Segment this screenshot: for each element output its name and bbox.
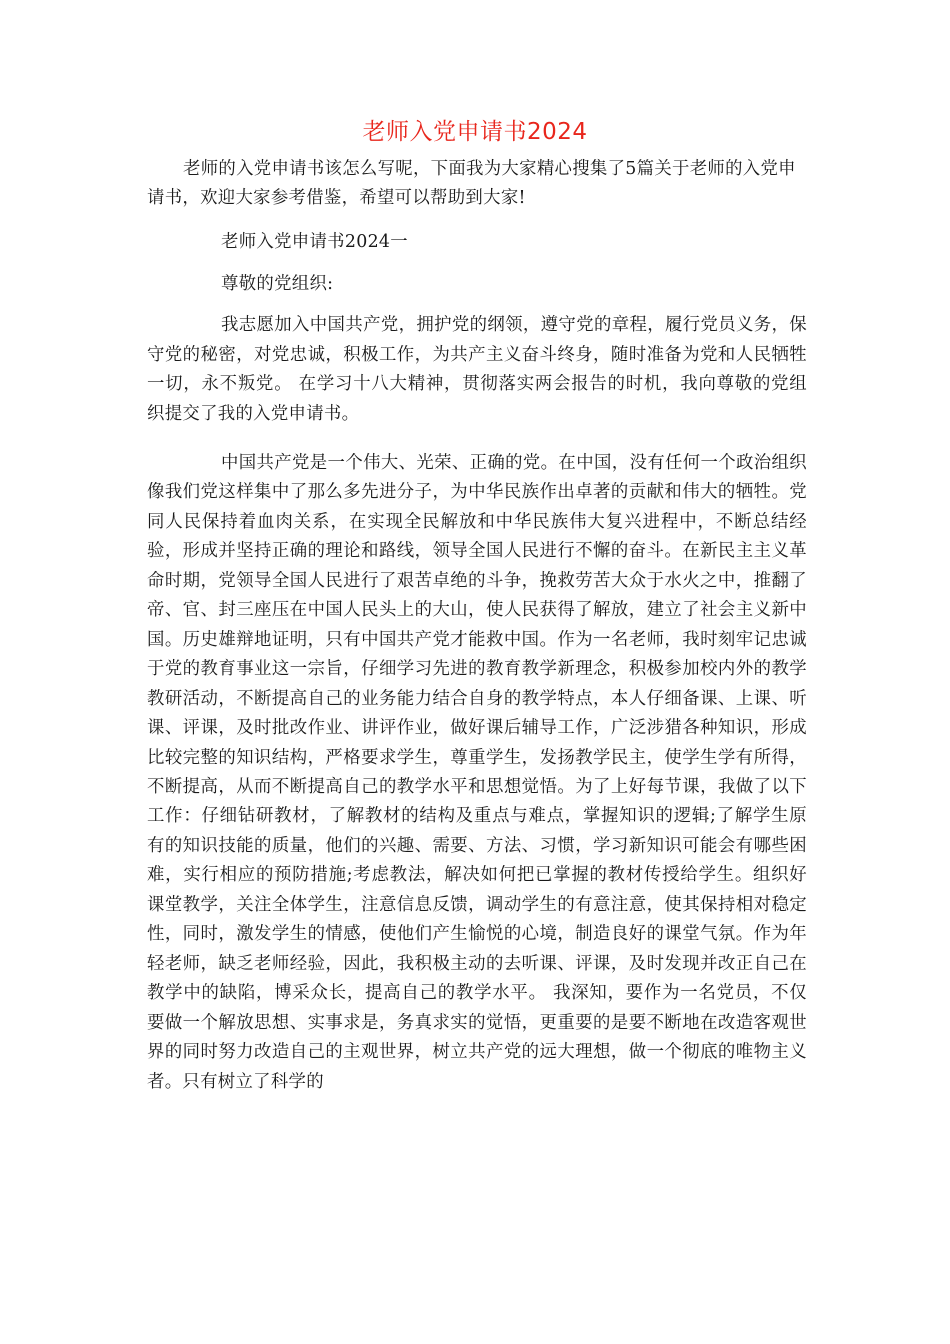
section-heading: 老师入党申请书2024一 [221,232,408,252]
document-title: 老师入党申请书2024 [362,119,588,145]
intro-paragraph: 老师的入党申请书该怎么写呢，下面我为大家精心搜集了5篇关于老师的入党申请书，欢迎大家参考借鉴，希望可以帮助到大家! [147,159,796,208]
salutation: 尊敬的党组织: [221,274,334,294]
body-paragraph-2: 中国共产党是一个伟大、光荣、正确的党。在中国，没有任何一个政治组织像我们党这样集中了那么多先进分子，为中华民族作出卓著的贡献和伟大的牺牲。党同人民保持着血肉关系，在实现全民解放和中华民族伟大复兴进程中，不断总结经验，形成并坚持正确的理论和路线，领导全国人民进行不懈的奋斗。在新民主主义革命时期，党领导全国人民进行了艰苦卓绝的斗争，挽救劳苦大众于水火之中，推翻了帝、官、封三座压在中国人民头上的大山，使人民获得了解放，建立了社会主义新中国。历史雄辩地证明，只有中国共产党才能救中国。作为一名老师，我时刻牢记忠诚于党的教育事业这一宗旨，仔细学习先进的教育教学新理念，积极参加校内外的教学教研活动，不断提高自己的业务能力结合自身的教学特点，本人仔细备课、上课、听课、评课，及时批改作业、讲评作业，做好课后辅导工作，广泛涉猎各种知识，形成比较完整的知识结构，严格要求学生，尊重学生，发扬教学民主，使学生学有所得，不断提高，从而不断提高自己的教学水平和思想觉悟。为了上好每节课，我做了以下工作：仔细钻研教材，了解教材的结构及重点与难点，掌握知识的逻辑;了解学生原有的知识技能的质量，他们的兴趣、需要、方法、习惯，学习新知识可能会有哪些困难，实行相应的预防措施;考虑教法，解决如何把已掌握的教材传授给学生。组织好课堂教学，关注全体学生，注意信息反馈，调动学生的有意注意，使其保持相对稳定性，同时，激发学生的情感，使他们产生愉悦的心境，制造良好的课堂气氛。作为年轻老师，缺乏老师经验，因此，我积极主动的去听课、评课，及时发现并改正自己在教学中的缺陷，博采众长，提高自己的教学水平。 我深知，要作为一名党员，不仅要做一个解放思想、实事求是，务真求实的觉悟，更重要的是要不断地在改造客观世界的同时努力改造自己的主观世界，树立共产党的远大理想，做一个彻底的唯物主义者。只有树立了科学的 [147,453,807,1092]
body-paragraph-1: 我志愿加入中国共产党，拥护党的纲领，遵守党的章程，履行党员义务，保守党的秘密，对党忠诚，积极工作，为共产主义奋斗终身，随时准备为党和人民牺牲一切，永不叛党。 在学习十八大精神，贯彻落实两会报告的时机，我向尊敬的党组织提交了我的入党申请书。 [147,315,807,424]
